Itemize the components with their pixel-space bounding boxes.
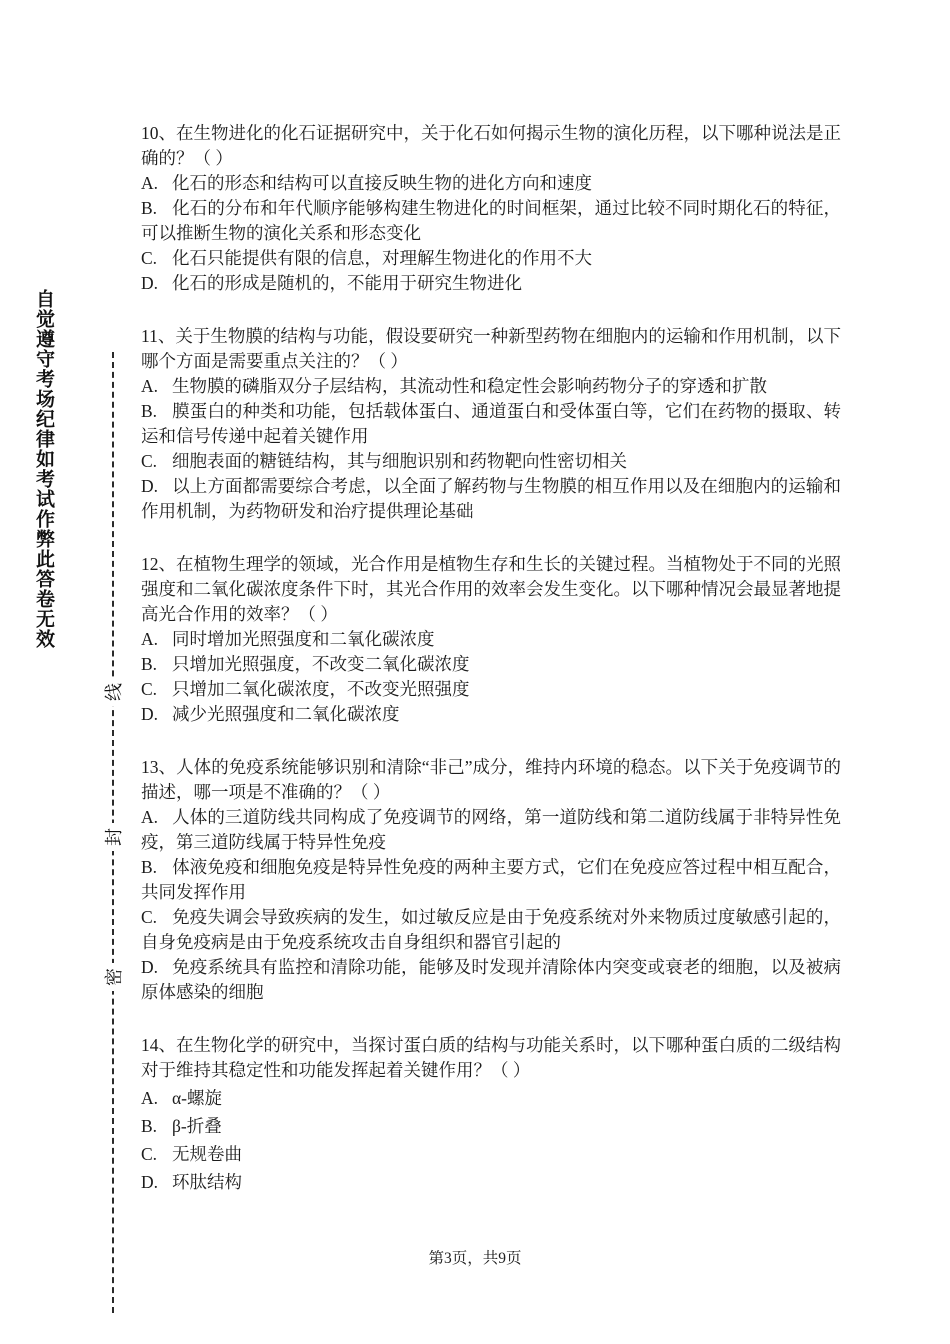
option-row (141, 702, 841, 727)
seal-char: 线 (98, 678, 128, 706)
option-row (141, 1114, 841, 1139)
option-label: A. (141, 1088, 159, 1108)
option-label: A. (141, 376, 159, 396)
option-text: β-折叠 (172, 1116, 222, 1136)
option-row (141, 474, 841, 524)
option-text: 细胞表面的糖链结构，其与细胞识别和药物靶向性密切相关 (172, 451, 627, 471)
option-label: D. (141, 476, 159, 496)
option-row (141, 677, 841, 702)
option-label: C. (141, 1144, 158, 1164)
option-label: C. (141, 907, 158, 927)
option-row (141, 1086, 841, 1111)
option-text: 化石的形成是随机的，不能用于研究生物进化 (172, 273, 522, 293)
option-row (141, 855, 841, 905)
option-label: A. (141, 173, 159, 193)
option-text: 免疫失调会导致疾病的发生，如过敏反应是由于免疫系统对外来物质过度敏感引起的，自身免疫病是由于免疫系统攻击自身组织和器官引起的 (141, 907, 841, 952)
option-row (141, 449, 841, 474)
option-label: B. (141, 857, 158, 877)
option-text: 生物膜的磷脂双分子层结构，其流动性和稳定性会影响药物分子的穿透和扩散 (172, 376, 767, 396)
option-label: B. (141, 1116, 158, 1136)
option-row (141, 627, 841, 652)
option-label: C. (141, 248, 158, 268)
question-block (141, 1033, 841, 1195)
option-row (141, 805, 841, 855)
option-label: A. (141, 807, 159, 827)
page-number-footer: 第3页，共9页 (428, 1250, 522, 1267)
option-row (141, 171, 841, 196)
option-row (141, 246, 841, 271)
option-label: A. (141, 629, 159, 649)
question-block (141, 755, 841, 1005)
question-stem: 12、在植物生理学的领域，光合作用是植物生存和生长的关键过程。当植物处于不同的光照强度和二氧化碳浓度条件下时，其光合作用的效率会发生变化。以下哪种情况会最显著地提高光合作用的效率？（ ） (141, 554, 841, 624)
option-row (141, 955, 841, 1005)
question-block (141, 121, 841, 296)
option-text: α-螺旋 (172, 1088, 222, 1108)
option-row (141, 905, 841, 955)
option-row (141, 652, 841, 677)
option-label: D. (141, 957, 159, 977)
question-block (141, 552, 841, 727)
question-block (141, 324, 841, 524)
option-label: C. (141, 679, 158, 699)
question-stem: 11、关于生物膜的结构与功能，假设要研究一种新型药物在细胞内的运输和作用机制，以下哪个方面是需要重点关注的？（ ） (141, 326, 841, 371)
option-text: 同时增加光照强度和二氧化碳浓度 (172, 629, 435, 649)
option-label: D. (141, 273, 159, 293)
option-text: 化石的形态和结构可以直接反映生物的进化方向和速度 (172, 173, 592, 193)
option-text: 体液免疫和细胞免疫是特异性免疫的两种主要方式，它们在免疫应答过程中相互配合，共同发挥作用 (141, 857, 841, 902)
option-text: 只增加光照强度，不改变二氧化碳浓度 (172, 654, 470, 674)
option-label: B. (141, 401, 158, 421)
question-stem: 10、在生物进化的化石证据研究中，关于化石如何揭示生物的演化历程，以下哪种说法是正确的？（ ） (141, 123, 841, 168)
option-text: 化石的分布和年代顺序能够构建生物进化的时间框架，通过比较不同时期化石的特征，可以推断生物的演化关系和形态变化 (141, 198, 841, 243)
option-row (141, 196, 841, 246)
option-label: B. (141, 654, 158, 674)
option-label: B. (141, 198, 158, 218)
seal-char: 封 (98, 823, 128, 851)
option-text: 膜蛋白的种类和功能，包括载体蛋白、通道蛋白和受体蛋白等，它们在药物的摄取、转运和信号传递中起着关键作用 (141, 401, 841, 446)
question-column (141, 121, 841, 1195)
option-row (141, 271, 841, 296)
seal-char: 密 (98, 963, 128, 991)
question-stem: 14、在生物化学的研究中，当探讨蛋白质的结构与功能关系时，以下哪种蛋白质的二级结构对于维持其稳定性和功能发挥起着关键作用？（ ） (141, 1035, 841, 1080)
option-text: 环肽结构 (172, 1172, 242, 1192)
exam-discipline-warning: 自觉遵守考场纪律如考试作弊此答卷无效 (33, 289, 54, 649)
option-text: 以上方面都需要综合考虑，以全面了解药物与生物膜的相互作用以及在细胞内的运输和作用机制，为药物研发和治疗提供理论基础 (141, 476, 841, 521)
option-label: D. (141, 1172, 159, 1192)
option-text: 无规卷曲 (172, 1144, 242, 1164)
option-text: 免疫系统具有监控和清除功能，能够及时发现并清除体内突变或衰老的细胞，以及被病原体感染的细胞 (141, 957, 841, 1002)
option-label: D. (141, 704, 159, 724)
question-stem: 13、人体的免疫系统能够识别和清除“非己”成分，维持内环境的稳态。以下关于免疫调节的描述，哪一项是不准确的？（ ） (141, 757, 841, 802)
option-text: 减少光照强度和二氧化碳浓度 (172, 704, 400, 724)
option-label: C. (141, 451, 158, 471)
option-text: 人体的三道防线共同构成了免疫调节的网络，第一道防线和第二道防线属于非特异性免疫，第三道防线属于特异性免疫 (141, 807, 841, 852)
option-row (141, 374, 841, 399)
option-row (141, 1170, 841, 1195)
option-text: 化石只能提供有限的信息，对理解生物进化的作用不大 (172, 248, 592, 268)
option-text: 只增加二氧化碳浓度，不改变光照强度 (172, 679, 470, 699)
option-row (141, 1142, 841, 1167)
option-row (141, 399, 841, 449)
